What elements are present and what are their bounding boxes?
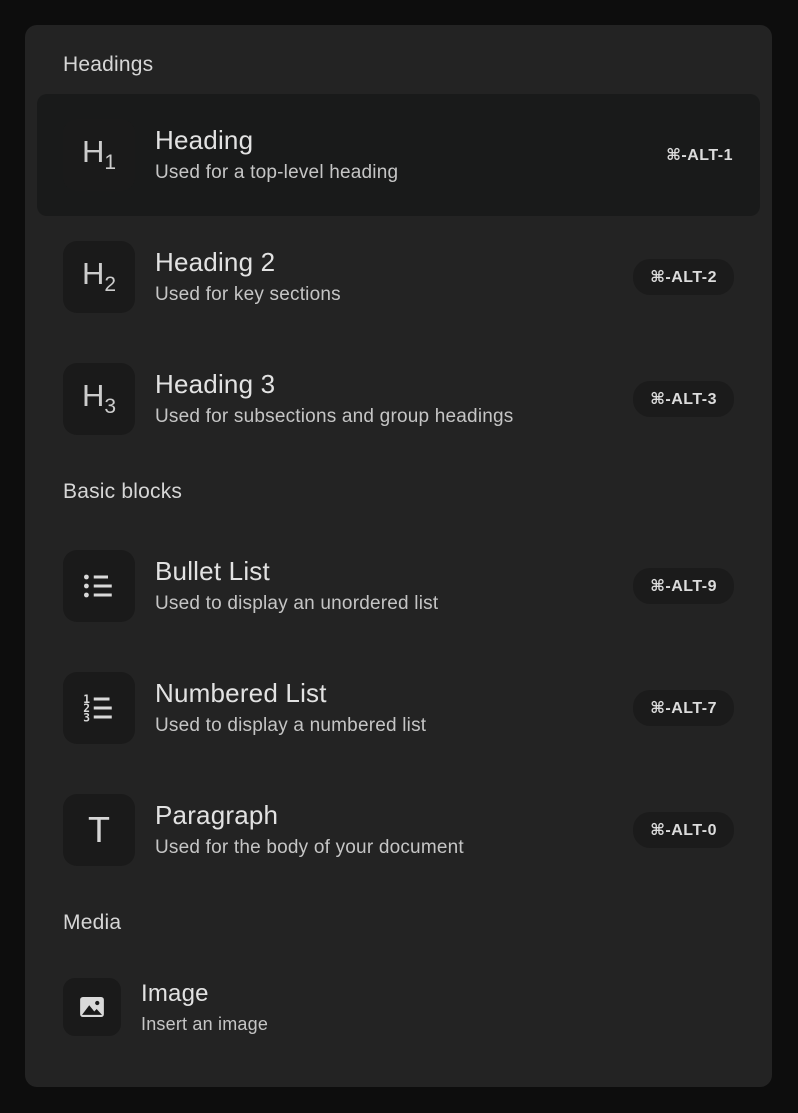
- h1-icon: $H_1$: [63, 119, 135, 191]
- menu-item-paragraph[interactable]: [37, 769, 760, 891]
- shortcut-badge: ⌘-ALT-2: [633, 259, 734, 295]
- section-label-headings: Headings: [63, 53, 154, 76]
- h3-icon: $H_3$: [63, 363, 135, 435]
- item-title: Heading: [155, 125, 254, 155]
- menu-item-image[interactable]: [37, 956, 760, 1058]
- svg-text:3: 3: [83, 711, 91, 725]
- section-label-basic-blocks: Basic blocks: [63, 480, 183, 503]
- menu-item-heading-3[interactable]: [37, 338, 760, 460]
- svg-text:1: 1: [83, 692, 91, 706]
- numbered-list-icon: [63, 672, 135, 744]
- section-label-media: Media: [63, 911, 122, 934]
- shortcut-badge: ⌘-ALT-9: [633, 568, 734, 604]
- item-title: Heading 2: [155, 247, 276, 277]
- item-description: Used for key sections: [155, 284, 341, 305]
- item-description: Insert an image: [141, 1013, 269, 1034]
- bullet-list-icon: [63, 550, 135, 622]
- menu-item-bullet-list[interactable]: [37, 525, 760, 647]
- image-icon: [63, 978, 121, 1036]
- menu-item-heading-2[interactable]: [37, 216, 760, 338]
- item-description: Used for a top-level heading: [155, 162, 399, 183]
- item-description: Used to display an unordered list: [155, 593, 439, 614]
- item-title: Numbered List: [155, 678, 327, 708]
- menu-item-heading-1[interactable]: [37, 94, 760, 216]
- item-title: Image: [141, 979, 209, 1007]
- item-description: Used for the body of your document: [155, 837, 464, 858]
- paragraph-icon: T: [63, 794, 135, 866]
- item-title: Paragraph: [155, 800, 279, 830]
- svg-text:2: 2: [83, 702, 91, 716]
- menu-item-numbered-list[interactable]: [37, 647, 760, 769]
- item-description: Used for subsections and group headings: [155, 406, 514, 427]
- shortcut-badge: ⌘-ALT-3: [633, 381, 734, 417]
- shortcut-badge: ⌘-ALT-1: [666, 147, 733, 164]
- slash-command-menu: [25, 25, 772, 1087]
- item-title: Heading 3: [155, 369, 276, 399]
- h2-icon: $H_2$: [63, 241, 135, 313]
- shortcut-badge: ⌘-ALT-0: [633, 812, 734, 848]
- shortcut-badge: ⌘-ALT-7: [633, 690, 734, 726]
- item-title: Bullet List: [155, 556, 270, 586]
- item-description: Used to display a numbered list: [155, 715, 427, 736]
